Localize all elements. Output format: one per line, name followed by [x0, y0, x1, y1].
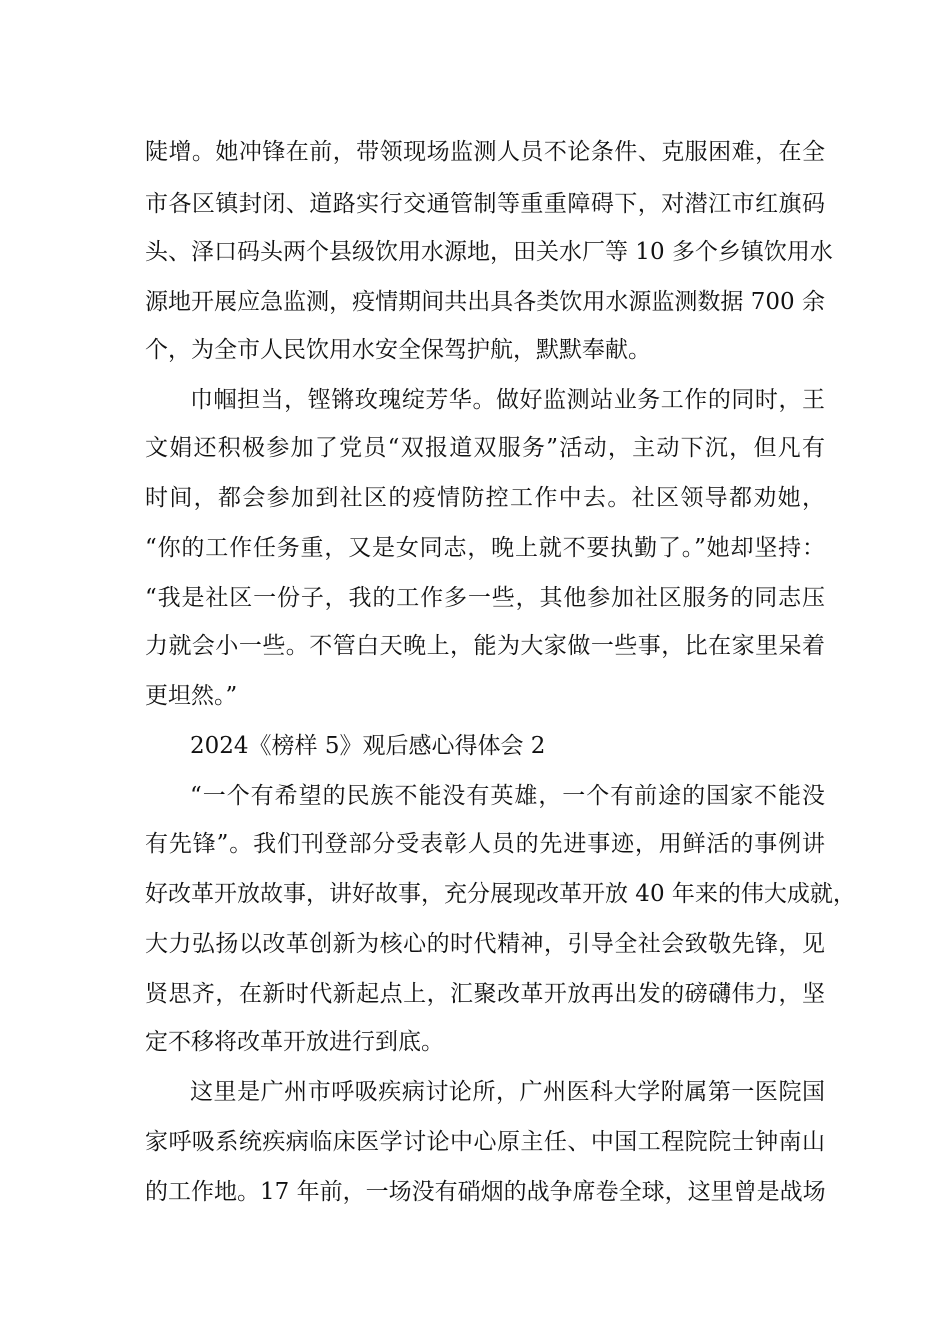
text-line: 定不移将改革开放进行到底。: [145, 1029, 444, 1055]
text-line: 头、泽口码头两个县级饮用水源地，田关水厂等 10 多个乡镇饮用水: [145, 239, 833, 265]
text-line: 时间，都会参加到社区的疫情防控工作中去。社区领导都劝她，: [145, 485, 825, 511]
text-line: 好改革开放故事，讲好故事，充分展现改革开放 40 年来的伟大成就，: [145, 881, 856, 907]
text-line: 家呼吸系统疾病临床医学讨论中心原主任、中国工程院院士钟南山: [145, 1129, 825, 1155]
text-line: 有先锋”。我们刊登部分受表彰人员的先进事迹，用鲜活的事例讲: [145, 831, 825, 857]
paragraph-first-line: 巾帼担当，铿锵玫瑰绽芳华。做好监测站业务工作的同时，王: [190, 387, 825, 413]
text-line: 的工作地。17 年前，一场没有硝烟的战争席卷全球，这里曾是战场: [145, 1179, 826, 1205]
text-line: 市各区镇封闭、道路实行交通管制等重重障碍下，对潜江市红旗码: [145, 191, 825, 217]
text-line: 文娟还积极参加了党员“双报道双服务”活动，主动下沉，但凡有: [145, 435, 825, 461]
paragraph-first-line: “一个有希望的民族不能没有英雄，一个有前途的国家不能没: [190, 783, 825, 809]
text-line: “你的工作任务重，又是女同志，晚上就不要执勤了。”她却坚持：: [145, 535, 825, 561]
text-line: 个，为全市人民饮用水安全保驾护航，默默奉献。: [145, 337, 651, 363]
text-line: 陡增。她冲锋在前，带领现场监测人员不论条件、克服困难，在全: [145, 139, 825, 165]
text-line: 大力弘扬以改革创新为核心的时代精神，引导全社会致敬先锋，见: [145, 931, 825, 957]
text-line: 源地开展应急监测，疫情期间共出具各类饮用水源监测数据 700 余: [145, 289, 825, 315]
section-heading: 2024《榜样 5》观后感心得体会 2: [190, 733, 546, 759]
text-line: “我是社区一份子，我的工作多一些，其他参加社区服务的同志压: [145, 585, 825, 611]
text-line: 力就会小一些。不管白天晚上，能为大家做一些事，比在家里呆着: [145, 633, 825, 659]
paragraph-first-line: 这里是广州市呼吸疾病讨论所，广州医科大学附属第一医院国: [190, 1079, 825, 1105]
text-line: 更坦然。”: [145, 683, 238, 709]
text-line: 贤思齐，在新时代新起点上，汇聚改革开放再出发的磅礴伟力，坚: [145, 981, 825, 1007]
